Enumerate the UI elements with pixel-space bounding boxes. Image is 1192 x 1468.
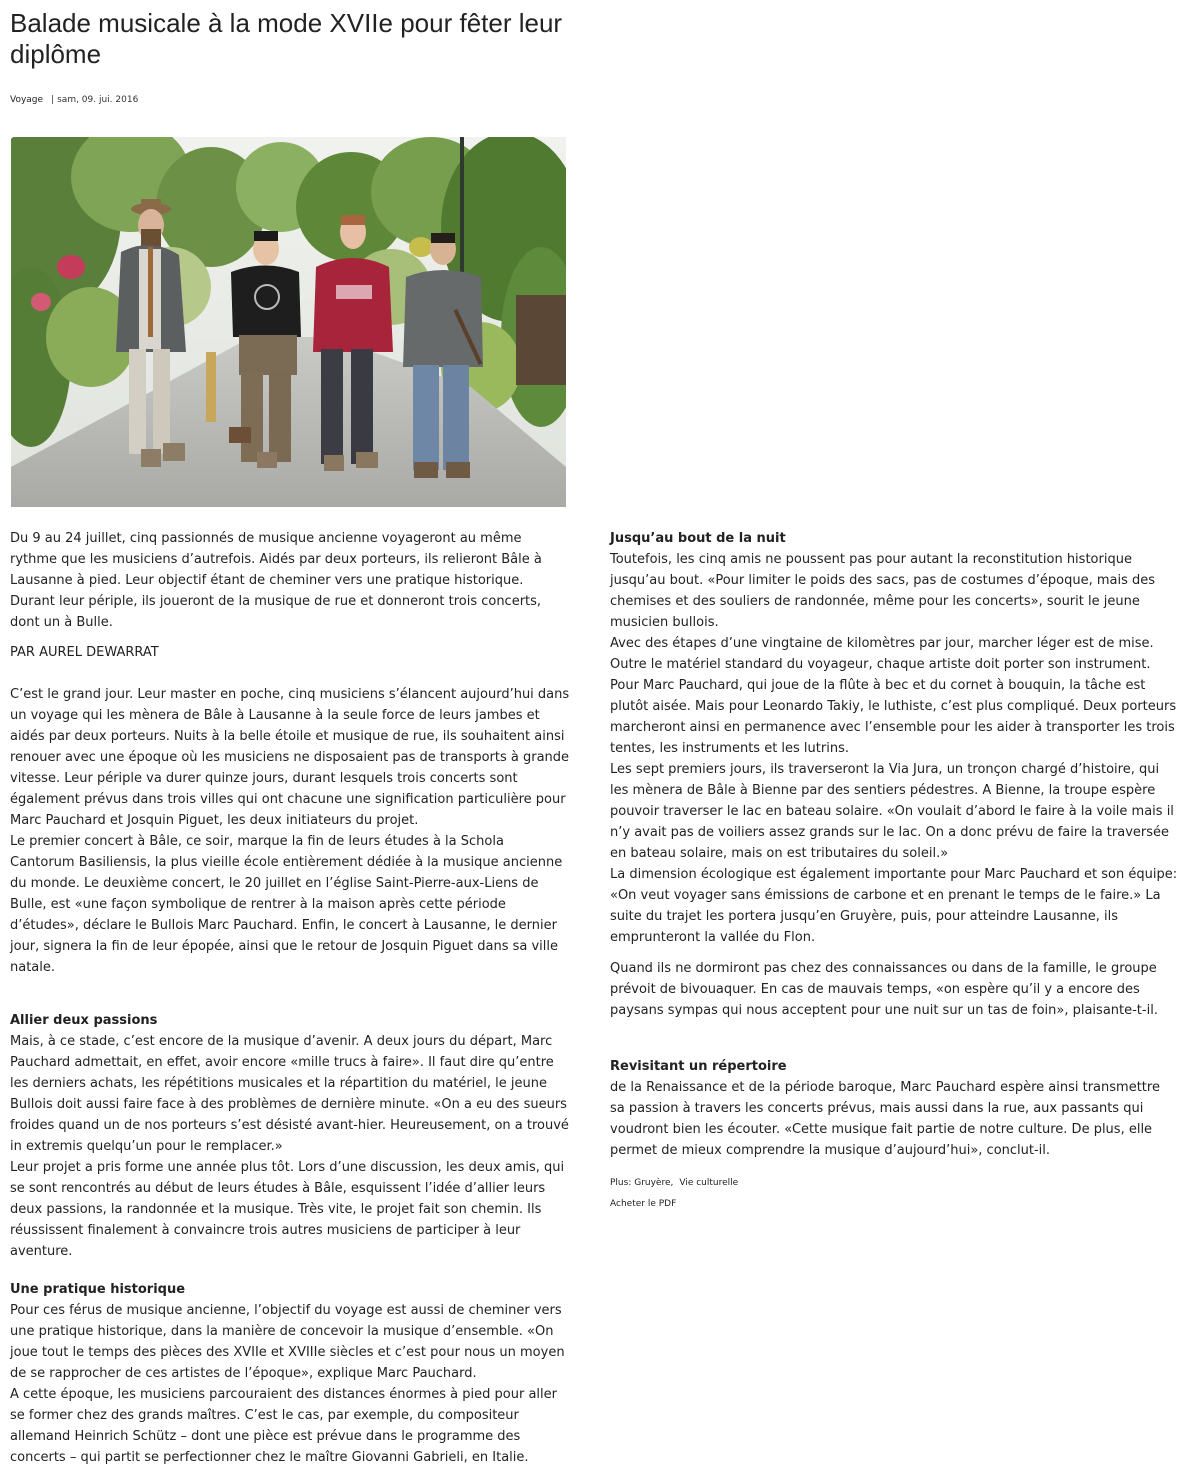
buy-pdf-row (610, 1194, 1178, 1215)
byline: PAR AUREL DEWARRAT (10, 645, 159, 660)
paragraph: Le premier concert à Bâle, ce soir, marque la fin de leurs études à la Schola Cantorum Basiliensis, la plus vieille école entièrement dédiée à la musique ancienne du monde. Le deuxième concert, le 20 juillet en l’église Saint-Pierre-aux-Liens de Bulle, est «une façon symbolique de rentrer à la maison après cette période d’études», déclare le Bullois Marc Pauchard. Enfin, le concert à Lausanne, le dernier jour, signera la fin de leur épopée, ainsi que le retour de Josquin Piguet dans sa ville natale. (10, 834, 563, 975)
publish-date: sam, 09. jui. 2016 (57, 95, 139, 105)
left-column (10, 528, 572, 1468)
photo-fence (516, 295, 566, 385)
paragraph: La dimension écologique est également importante pour Marc Pauchard et son équipe: «On veut voyager sans émissions de carbone et en prenant le temps de le faire.» La suite du trajet les portera jusqu’en Gruyère, puis, pour atteindre Lausanne, ils emprunteront la vallée du Flon. (610, 867, 1178, 945)
meta-separator: | (51, 95, 55, 105)
section-heading: Revisitant un répertoire (610, 1059, 787, 1074)
paragraph: Leur projet a pris forme une année plus tôt. Lors d’une discussion, les deux amis, qui se sont rencontrés au début de leurs études à Bâle, esquissent l’idée d’allier leurs deux passions, la randonnée et la musique. Très vite, le projet fait son chemin. Ils réussissent finalement à convaincre trois autres musiciens de participer à leur aventure. (10, 1160, 565, 1259)
section-heading: Allier deux passions (10, 1013, 158, 1028)
related-links (610, 1173, 1178, 1194)
tag-link-vie-culturelle[interactable]: Vie culturelle (679, 1178, 739, 1188)
paragraph: Toutefois, les cinq amis ne poussent pas pour autant la reconstitution historique jusqu’au bout. «Pour limiter le poids des sacs, pas de costumes d’époque, mais des chemises et des souliers de randonnée, même pour les concerts», sourit le jeune musicien bullois. (610, 552, 1156, 630)
paragraph: C’est le grand jour. Leur master en poche, cinq musiciens s’élancent aujourd’hui dans un voyage qui les mènera de Bâle à Lausanne à la seule force de leurs jambes et aidés par deux porteurs. Nuits à la belle étoile et musique de rue, ils souhaitent ainsi renouer avec une époque où les musiciens ne disposaient pas de transports à grande vitesse. Leur périple va durer quinze jours, durant lesquels trois concerts sont également prévus dans trois villes qui ont chacune une signification particulière pour Marc Pauchard et Josquin Piguet, les deux initiateurs du projet. (10, 687, 570, 828)
paragraph: A cette époque, les musiciens parcouraient des distances énormes à pied pour aller se former chez des grands maîtres. C’est le cas, par exemple, du compositeur allemand Heinrich Schütz – dont une pièce est prévue dans le programme des concerts – qui partit se perfectionner chez le maître Giovanni Gabrieli, en Italie. (10, 1387, 557, 1465)
tag-link-gruyere[interactable]: Plus: Gruyère, (610, 1178, 674, 1188)
category-link[interactable]: Voyage (10, 95, 44, 105)
paragraph: Quand ils ne dormiront pas chez des connaissances ou dans de la famille, le groupe prévoit de bivouaquer. En cas de mauvais temps, «on espère qu’il y a encore des paysans sympas qui nous acceptent pour une nuit sur un tas de foin», plaisante-t-il. (610, 961, 1158, 1018)
paragraph: Les sept premiers jours, ils traverseront la Via Jura, un tronçon chargé d’histoire, qui les mènera de Bâle à Bienne par des sentiers pédestres. A Bienne, la troupe espère pouvoir traverser le lac en bateau solaire. «On voulait d’abord le faire à la voile mais il n’y avait pas de voiliers assez grands sur le lac. On a donc prévu de faire la traversée en bateau solaire, mais on est tributaires du soleil.» (610, 762, 1174, 861)
paragraph: Mais, à ce stade, c’est encore de la musique d’avenir. A deux jours du départ, Marc Pauchard admettait, en effet, avoir encore «mille trucs à faire». Il faut dire qu’entre les derniers achats, les répétitions musicales et la répartition du matériel, le jeune Bullois doit aussi faire face à des problèmes de dernière minute. «On a eu des sueurs froides quand un de nos porteurs s’est désisté avant-hier. Heureusement, on a trouvé in extremis quelqu’un pour le remplacer.» (10, 1034, 569, 1154)
paragraph: de la Renaissance et de la période baroque, Marc Pauchard espère ainsi transmettre sa passion à travers les concerts prévus, mais aussi dans la rue, aux passants qui voudront bien les écouter. «Cette musique fait partie de notre culture. De plus, elle permet de mieux comprendre la musique d’aujourd’hui», conclut-il. (610, 1080, 1160, 1158)
article-meta (10, 95, 138, 105)
buy-pdf-link[interactable]: Acheter le PDF (610, 1199, 677, 1209)
musicians-walking-photo (11, 137, 566, 507)
article-title: Balade musicale à la mode XVIIe pour fêter leur diplôme (10, 8, 563, 69)
paragraph: Avec des étapes d’une vingtaine de kilomètres par jour, marcher léger est de mise. Outre le matériel standard du voyageur, chaque artiste doit porter son instrument. Pour Marc Pauchard, qui joue de la flûte à bec et du cornet à bouquin, la tâche est plutôt aisée. Mais pour Leonardo Takiy, le luthiste, c’est plus compliqué. Deux porteurs marcheront ainsi en permanence avec l’ensemble pour les aider à transporter les trois tentes, les instruments et les lutrins. (610, 636, 1177, 756)
paragraph: Pour ces férus de musique ancienne, l’objectif du voyage est aussi de cheminer vers une pratique historique, dans la manière de concevoir la musique d’ensemble. «On joue tout le temps des pièces des XVIIe et XVIIIe siècles et c’est pour nous un moyen de se rapprocher de ces artistes de l’époque», explique Marc Pauchard. (10, 1303, 565, 1381)
section-heading: Une pratique historique (10, 1282, 186, 1297)
article-lead: Du 9 au 24 juillet, cinq passionnés de musique ancienne voyageront au même rythme que les musiciens d’autrefois. Aidés par deux porteurs, ils relieront Bâle à Lausanne à pied. Leur objectif étant de cheminer vers une pratique historique. Durant leur périple, ils joueront de la musique de rue et donneront trois concerts, dont un à Bulle. (10, 531, 542, 630)
section-heading: Jusqu’au bout de la nuit (610, 531, 786, 546)
right-column (610, 528, 1178, 1215)
